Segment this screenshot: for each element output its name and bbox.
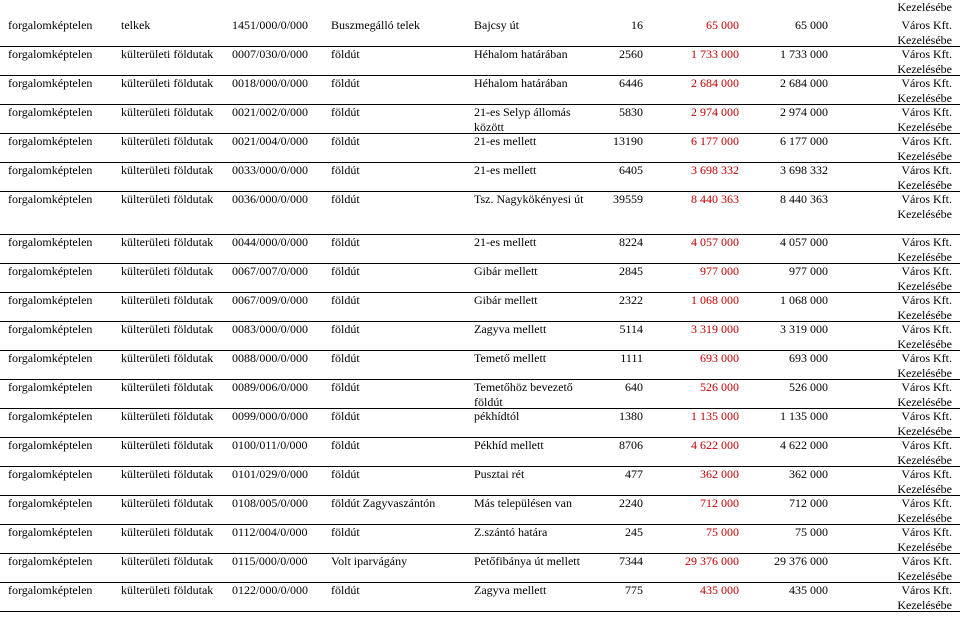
area-cell: 39559: [613, 192, 643, 206]
gross-value-cell: 977 000: [700, 264, 739, 278]
table-row: [0, 76, 960, 105]
asset-type-cell: külterületi földutak: [121, 76, 214, 90]
continued-header-row: [0, 0, 960, 15]
gross-value-cell: 362 000: [700, 467, 739, 481]
owner-cell: Város Kft. Kezelésébe: [897, 293, 952, 322]
status-cell: forgalomképtelen: [8, 496, 93, 510]
net-value-cell: 1 068 000: [780, 293, 828, 307]
area-cell: 6446: [619, 76, 643, 90]
location-cell: 21-es mellett: [474, 235, 537, 249]
status-cell: forgalomképtelen: [8, 76, 93, 90]
area-cell: 1380: [619, 409, 643, 423]
owner-cell: Város Kft. Kezelésébe: [897, 192, 952, 221]
table-row: [0, 467, 960, 496]
net-value-cell: 4 622 000: [780, 438, 828, 452]
parcel-number-cell: 0122/000/0/000: [232, 583, 309, 597]
status-cell: forgalomképtelen: [8, 409, 93, 423]
net-value-cell: 693 000: [789, 351, 828, 365]
net-value-cell: 29 376 000: [774, 554, 828, 568]
gross-value-cell: 3 698 332: [691, 163, 739, 177]
status-cell: forgalomképtelen: [8, 293, 93, 307]
parcel-number-cell: 0112/004/0/000: [232, 525, 308, 539]
owner-cell: Város Kft. Kezelésébe: [897, 163, 952, 192]
parcel-number-cell: 0021/002/0/000: [232, 105, 309, 119]
location-cell: Bajcsy út: [474, 18, 519, 32]
status-cell: forgalomképtelen: [8, 134, 93, 148]
table-row: [0, 235, 960, 264]
gross-value-cell: 1 068 000: [691, 293, 739, 307]
net-value-cell: 2 974 000: [780, 105, 828, 119]
area-cell: 2560: [619, 47, 643, 61]
owner-cell: Város Kft. Kezelésébe: [897, 496, 952, 525]
area-cell: 640: [625, 380, 643, 394]
location-cell: Héhalom határában: [474, 76, 568, 90]
owner-cell: Város Kft. Kezelésébe: [897, 380, 952, 409]
net-value-cell: 2 684 000: [780, 76, 828, 90]
cultivation-cell: földút: [331, 525, 360, 539]
location-cell: Gibár mellett: [474, 293, 538, 307]
location-cell: Pékhíd mellett: [474, 438, 544, 452]
cultivation-cell: földút: [331, 235, 360, 249]
net-value-cell: 1 135 000: [780, 409, 828, 423]
status-cell: forgalomképtelen: [8, 18, 93, 32]
area-cell: 8706: [619, 438, 643, 452]
location-cell: 21-es mellett: [474, 163, 537, 177]
cultivation-cell: földút: [331, 467, 360, 481]
status-cell: forgalomképtelen: [8, 47, 93, 61]
parcel-number-cell: 0083/000/0/000: [232, 322, 309, 336]
owner-cell: Város Kft. Kezelésébe: [897, 47, 952, 76]
gross-value-cell: 1 135 000: [691, 409, 739, 423]
status-cell: forgalomképtelen: [8, 525, 93, 539]
status-cell: forgalomképtelen: [8, 264, 93, 278]
status-cell: forgalomképtelen: [8, 467, 93, 481]
area-cell: 5830: [619, 105, 643, 119]
cultivation-cell: földút: [331, 438, 360, 452]
location-cell: Temető mellett: [474, 351, 547, 365]
gross-value-cell: 1 733 000: [691, 47, 739, 61]
table-row: [0, 496, 960, 525]
gross-value-cell: 4 057 000: [691, 235, 739, 249]
location-cell: Petőfibánya út mellett: [474, 554, 580, 568]
table-row: [0, 264, 960, 293]
status-cell: forgalomképtelen: [8, 163, 93, 177]
table-row: [0, 409, 960, 438]
gross-value-cell: 435 000: [700, 583, 739, 597]
net-value-cell: 65 000: [795, 18, 828, 32]
table-row: [0, 351, 960, 380]
location-cell: Más településen van: [474, 496, 572, 510]
table-row: [0, 163, 960, 192]
asset-type-cell: külterületi földutak: [121, 380, 214, 394]
area-cell: 245: [625, 525, 643, 539]
asset-type-cell: külterületi földutak: [121, 264, 214, 278]
parcel-number-cell: 0033/000/0/000: [232, 163, 309, 177]
cultivation-cell: földút: [331, 351, 360, 365]
gross-value-cell: 3 319 000: [691, 322, 739, 336]
owner-cell: Város Kft. Kezelésébe: [897, 76, 952, 105]
location-cell: Zagyva mellett: [474, 322, 547, 336]
status-cell: forgalomképtelen: [8, 235, 93, 249]
parcel-number-cell: 1451/000/0/000: [232, 18, 309, 32]
table-row: [0, 105, 960, 134]
net-value-cell: 526 000: [789, 380, 828, 394]
gross-value-cell: 6 177 000: [691, 134, 739, 148]
asset-type-cell: külterületi földutak: [121, 293, 214, 307]
net-value-cell: 4 057 000: [780, 235, 828, 249]
asset-type-cell: külterületi földutak: [121, 351, 214, 365]
status-cell: forgalomképtelen: [8, 380, 93, 394]
cultivation-cell: földút: [331, 380, 360, 394]
table-row: [0, 47, 960, 76]
area-cell: 2240: [619, 496, 643, 510]
owner-cell: Város Kft. Kezelésébe: [897, 105, 952, 134]
asset-type-cell: külterületi földutak: [121, 525, 214, 539]
status-cell: forgalomképtelen: [8, 351, 93, 365]
asset-type-cell: külterületi földutak: [121, 322, 214, 336]
gross-value-cell: 75 000: [706, 525, 739, 539]
cultivation-cell: Volt iparvágány: [331, 554, 408, 568]
cultivation-cell: földút: [331, 293, 360, 307]
owner-cell: Város Kft. Kezelésébe: [897, 235, 952, 264]
asset-type-cell: külterületi földutak: [121, 163, 214, 177]
owner-cell: Város Kft. Kezelésébe: [897, 351, 952, 380]
table-row: [0, 192, 960, 235]
cultivation-cell: földút: [331, 322, 360, 336]
asset-type-cell: külterületi földutak: [121, 554, 214, 568]
owner-cell: Város Kft. Kezelésébe: [897, 134, 952, 163]
cultivation-cell: földút: [331, 409, 360, 423]
asset-type-cell: külterületi földutak: [121, 192, 214, 206]
parcel-number-cell: 0036/000/0/000: [232, 192, 309, 206]
area-cell: 5114: [619, 322, 643, 336]
owner-cell: Város Kft. Kezelésébe: [897, 264, 952, 293]
net-value-cell: 3 698 332: [780, 163, 828, 177]
asset-type-cell: külterületi földutak: [121, 47, 214, 61]
location-cell: Temetőhöz bevezető földút: [474, 380, 573, 409]
location-cell: pékhídtól: [474, 409, 520, 423]
status-cell: forgalomképtelen: [8, 192, 93, 206]
asset-type-cell: külterületi földutak: [121, 467, 214, 481]
status-cell: forgalomképtelen: [8, 583, 93, 597]
cultivation-cell: Buszmegálló telek: [331, 18, 420, 32]
net-value-cell: 6 177 000: [780, 134, 828, 148]
location-cell: 21-es Selyp állomás között: [474, 105, 571, 134]
asset-type-cell: külterületi földutak: [121, 105, 214, 119]
parcel-number-cell: 0021/004/0/000: [232, 134, 309, 148]
parcel-number-cell: 0018/000/0/000: [232, 76, 309, 90]
cultivation-cell: földút: [331, 264, 360, 278]
net-value-cell: 977 000: [789, 264, 828, 278]
asset-type-cell: külterületi földutak: [121, 496, 214, 510]
asset-type-cell: külterületi földutak: [121, 409, 214, 423]
parcel-number-cell: 0007/030/0/000: [232, 47, 309, 61]
location-cell: Z.szántó határa: [474, 525, 548, 539]
cultivation-cell: földút: [331, 76, 360, 90]
asset-type-cell: külterületi földutak: [121, 438, 214, 452]
gross-value-cell: 8 440 363: [691, 192, 739, 206]
parcel-number-cell: 0067/007/0/000: [232, 264, 309, 278]
parcel-number-cell: 0044/000/0/000: [232, 235, 309, 249]
net-value-cell: 435 000: [789, 583, 828, 597]
parcel-number-cell: 0067/009/0/000: [232, 293, 309, 307]
asset-type-cell: telkek: [121, 18, 151, 32]
asset-table: [0, 18, 960, 612]
cultivation-cell: földút: [331, 192, 360, 206]
area-cell: 775: [625, 583, 643, 597]
gross-value-cell: 4 622 000: [691, 438, 739, 452]
table-row: [0, 554, 960, 583]
location-cell: Pusztai rét: [474, 467, 525, 481]
gross-value-cell: 712 000: [700, 496, 739, 510]
owner-cell: Város Kft. Kezelésébe: [897, 322, 952, 351]
area-cell: 2845: [619, 264, 643, 278]
parcel-number-cell: 0100/011/0/000: [232, 438, 308, 452]
area-cell: 6405: [619, 163, 643, 177]
cultivation-cell: földút: [331, 163, 360, 177]
area-cell: 8224: [619, 235, 643, 249]
asset-type-cell: külterületi földutak: [121, 583, 214, 597]
net-value-cell: 75 000: [795, 525, 828, 539]
parcel-number-cell: 0099/000/0/000: [232, 409, 309, 423]
parcel-number-cell: 0108/005/0/000: [232, 496, 309, 510]
owner-cell: Város Kft. Kezelésébe: [897, 467, 952, 496]
area-cell: 16: [631, 18, 643, 32]
net-value-cell: 8 440 363: [780, 192, 828, 206]
gross-value-cell: 29 376 000: [685, 554, 739, 568]
location-cell: Héhalom határában: [474, 47, 568, 61]
net-value-cell: 3 319 000: [780, 322, 828, 336]
table-row: [0, 380, 960, 409]
owner-continuation-text: Kezelésébe: [897, 0, 952, 14]
gross-value-cell: 526 000: [700, 380, 739, 394]
status-cell: forgalomképtelen: [8, 105, 93, 119]
net-value-cell: 1 733 000: [780, 47, 828, 61]
table-row: [0, 438, 960, 467]
owner-cell: Város Kft. Kezelésébe: [897, 438, 952, 467]
asset-type-cell: külterületi földutak: [121, 235, 214, 249]
status-cell: forgalomképtelen: [8, 554, 93, 568]
table-row: [0, 322, 960, 351]
cultivation-cell: földút: [331, 47, 360, 61]
area-cell: 2322: [619, 293, 643, 307]
cultivation-cell: földút: [331, 105, 360, 119]
table-row: [0, 525, 960, 554]
net-value-cell: 712 000: [789, 496, 828, 510]
net-value-cell: 362 000: [789, 467, 828, 481]
cultivation-cell: földút: [331, 134, 360, 148]
status-cell: forgalomképtelen: [8, 438, 93, 452]
owner-cell: Város Kft. Kezelésébe: [897, 409, 952, 438]
cultivation-cell: földút: [331, 583, 360, 597]
area-cell: 13190: [613, 134, 643, 148]
table-row: [0, 293, 960, 322]
parcel-number-cell: 0088/000/0/000: [232, 351, 309, 365]
parcel-number-cell: 0115/000/0/000: [232, 554, 308, 568]
status-cell: forgalomképtelen: [8, 322, 93, 336]
gross-value-cell: 2 974 000: [691, 105, 739, 119]
table-row: [0, 134, 960, 163]
location-cell: Zagyva mellett: [474, 583, 547, 597]
location-cell: Tsz. Nagykökényesi út: [474, 192, 584, 206]
owner-cell: Város Kft. Kezelésébe: [897, 18, 952, 47]
owner-cell: Város Kft. Kezelésébe: [897, 554, 952, 583]
location-cell: 21-es mellett: [474, 134, 537, 148]
gross-value-cell: 693 000: [700, 351, 739, 365]
gross-value-cell: 65 000: [706, 18, 739, 32]
asset-type-cell: külterületi földutak: [121, 134, 214, 148]
owner-cell: Város Kft. Kezelésébe: [897, 583, 952, 612]
parcel-number-cell: 0089/006/0/000: [232, 380, 309, 394]
area-cell: 477: [625, 467, 643, 481]
area-cell: 1111: [620, 351, 643, 365]
gross-value-cell: 2 684 000: [691, 76, 739, 90]
location-cell: Gibár mellett: [474, 264, 538, 278]
cultivation-cell: földút Zagyvaszántón: [331, 496, 436, 510]
table-row: [0, 18, 960, 47]
owner-cell: Város Kft. Kezelésébe: [897, 525, 952, 554]
parcel-number-cell: 0101/029/0/000: [232, 467, 309, 481]
area-cell: 7344: [619, 554, 643, 568]
table-row: [0, 583, 960, 612]
